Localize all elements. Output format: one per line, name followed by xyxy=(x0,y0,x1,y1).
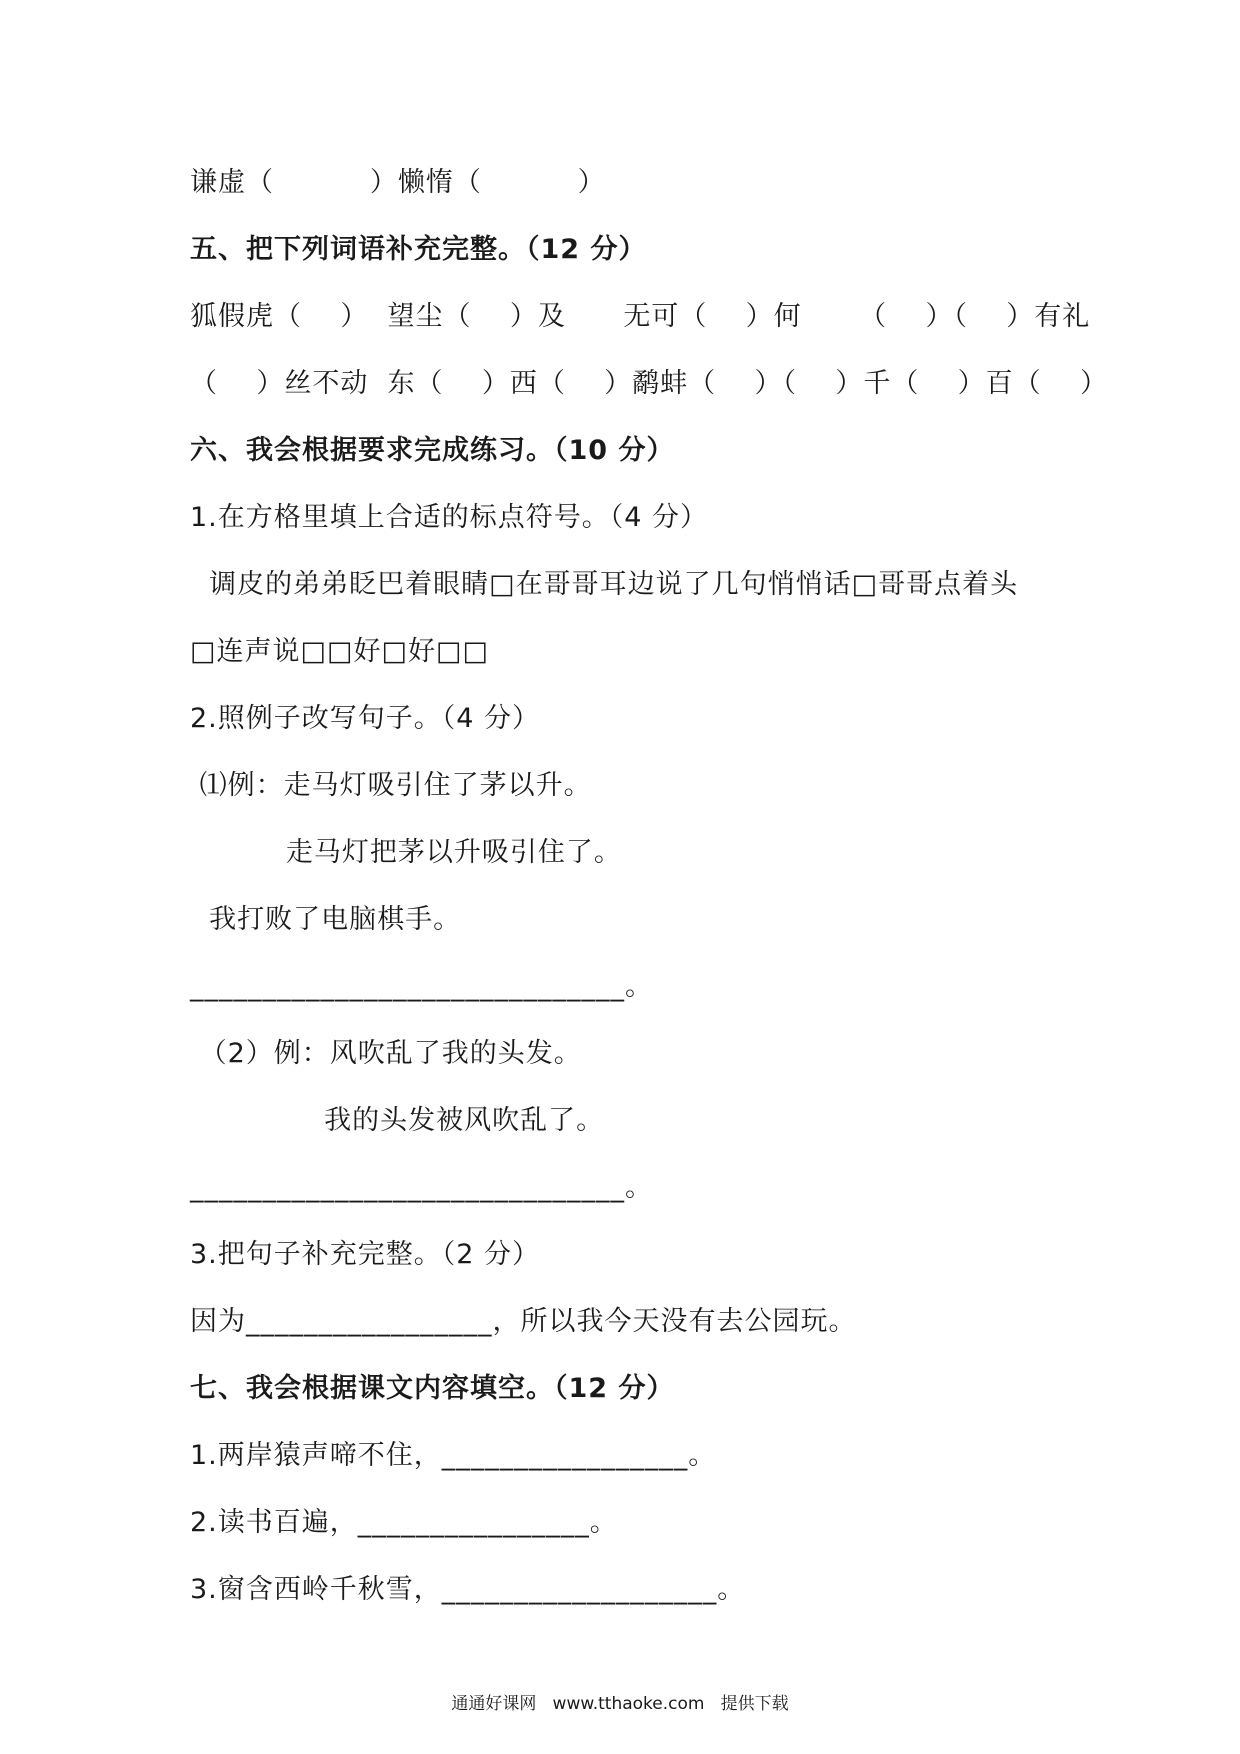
poem-fill-3: 3.窗含西岭千秋雪，___________________。 xyxy=(190,1574,746,1605)
example-2-rewritten: 我的头发被风吹乱了。 xyxy=(190,1105,605,1136)
example-1-original: ⑴例：走马灯吸引住了茅以升。 xyxy=(190,770,592,801)
text-line-idioms-1: 狐假虎（ ） 望尘（ ）及 无可（ ）何 （ ）（ ）有礼 xyxy=(190,301,1091,332)
poem-fill-2: 2.读书百遍，________________。 xyxy=(190,1507,618,1538)
section-heading-7: 七、我会根据课文内容填空。（12 分） xyxy=(190,1373,675,1404)
text-line-idioms-2: （ ）丝不动 东（ ）西（ ）鹬蚌（ ）（ ）千（ ）百（ ） xyxy=(190,368,1108,399)
question-3-complete: 3.把句子补充完整。（2 分） xyxy=(190,1239,541,1270)
poem-fill-1: 1.两岸猿声啼不住，_________________。 xyxy=(190,1440,717,1471)
example-2-original: （2）例：风吹乱了我的头发。 xyxy=(190,1038,582,1069)
section-heading-6: 六、我会根据要求完成练习。（10 分） xyxy=(190,435,675,466)
answer-blank-2: ______________________________。 xyxy=(190,1172,653,1203)
page-footer: 通通好课网 www.tthaoke.com 提供下载 xyxy=(451,1694,789,1714)
text-line-punctuation-1: 调皮的弟弟眨巴着眼睛□在哥哥耳边说了几句悄悄话□哥哥点着头 xyxy=(190,569,1019,600)
section-heading-5: 五、把下列词语补充完整。（12 分） xyxy=(190,234,647,265)
question-1-punctuation: 1.在方格里填上合适的标点符号。（4 分） xyxy=(190,502,709,533)
exercise-1-sentence: 我打败了电脑棋手。 xyxy=(190,904,462,935)
answer-blank-1: ______________________________。 xyxy=(190,971,653,1002)
question-2-rewrite: 2.照例子改写句子。（4 分） xyxy=(190,703,541,734)
text-line-antonyms: 谦虚（ ）懒惰（ ） xyxy=(190,167,606,198)
text-line-punctuation-2: □连声说□□好□好□□ xyxy=(190,636,490,667)
example-1-rewritten: 走马灯把茅以升吸引住了。 xyxy=(190,837,622,868)
text-line-because: 因为_________________，所以我今天没有去公园玩。 xyxy=(190,1306,857,1337)
